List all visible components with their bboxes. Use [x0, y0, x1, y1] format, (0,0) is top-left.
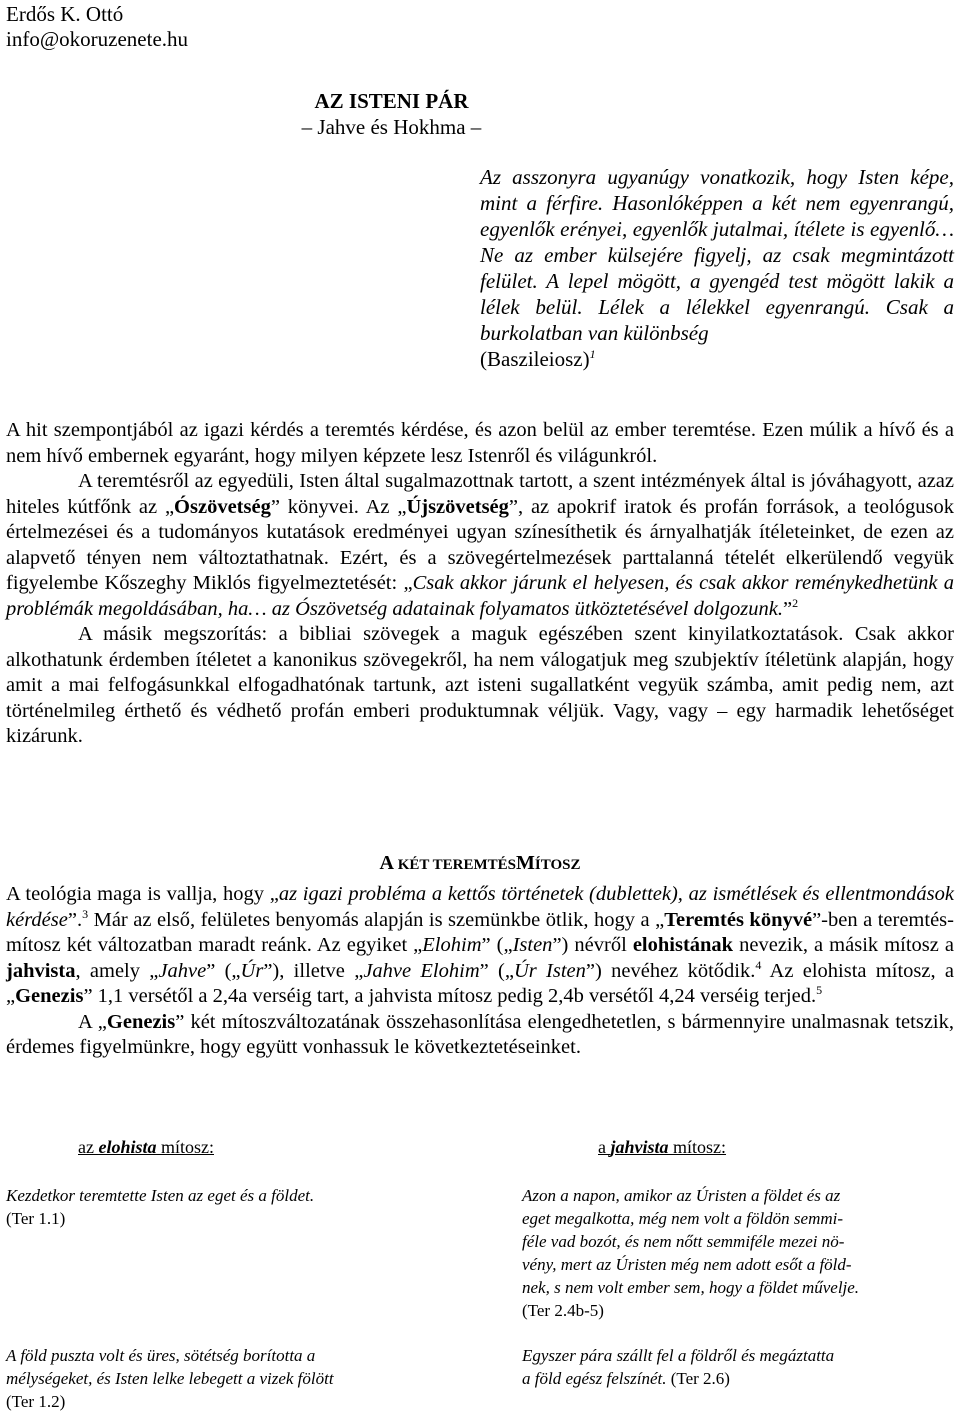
quote-text: a föld egész felszínét. [522, 1369, 667, 1388]
emphasis-genezis: Genezis [106, 1010, 176, 1033]
paragraph-text: ”) nevéhez kötődik. [585, 959, 756, 982]
epigraph-text: Az asszonyra ugyanúgy vonatkozik, hogy Isten képe, mint a férfire. Hasonlóképpen a két nem egyenrangú, egyenlők erényei, egyenlők jutalmai, ítélete is egyenlő… Ne az ember külsejére figyelj, az csak megmintázott felület. A lepel mögött, a gyengéd test mögött lakik a lélek belül. Lélek a lélekkel egyenrangú. Csak a burkolatban van különbség [480, 165, 954, 345]
paragraph-2 [6, 469, 954, 622]
heading-emphasis: jahvista [610, 1137, 669, 1157]
paragraph-text: ” („ [481, 934, 513, 956]
quote-text: mélységeket, és Isten lelke lebegett a vizek fölött [6, 1369, 334, 1388]
quote-text: Egyszer pára szállt fel a földről és megáztatta [522, 1346, 835, 1365]
column-heading-jahvist [598, 1136, 726, 1158]
paragraph-text: , amely „ [75, 959, 159, 982]
intro-body [6, 418, 954, 750]
section-body [6, 882, 954, 1061]
paragraph-text: ” könyvei. Az „ [270, 495, 407, 518]
quote-text: nek, s nem volt ember sem, hogy a földet művelje. [522, 1278, 860, 1297]
quote-text: A föld puszta volt és üres, sötétség borította a [6, 1346, 316, 1365]
quote-elohist-1 [6, 1184, 426, 1230]
author-email: info@okoruzenete.hu [6, 27, 189, 51]
paragraph-text: A másik megszorítás: a bibliai szövegek a maguk egészében szent kinyilatkoztatások. Csak akkor alkothatunk érdemben ítéletet a kanonikus szövegekről, ha nem válogatjuk meg szubjektív ítéletünk alapján, hogy amit a mai felfogásunkkal elfogadhatónak tartunk, azt isteni sugallatként vegyük számba, amit pedig nem, azt történelmileg érthető és védhető profán emberi produktumnak véljük. Vagy, vagy – egy harmadik lehetőséget kizárunk. [6, 623, 954, 747]
paragraph-text: ” 1,1 versétől a 2,4a verséig tart, a jahvista mítosz pedig 2,4b versétől 4,24 verséig terjed. [83, 985, 817, 1007]
paragraph-text: nevezik, a másik mítosz a [733, 934, 954, 956]
emphasis-genezis: Genezis [15, 985, 84, 1007]
quote-reference: (Ter 2.6) [666, 1369, 730, 1388]
term-ur-isten: Úr Isten [513, 959, 586, 982]
quote-text: eget megalkotta, még nem volt a földön semmi- [522, 1209, 844, 1228]
section-title [6, 850, 954, 878]
heading-emphasis: elohista [98, 1137, 157, 1157]
emphasis-elohist: elohistának [632, 934, 734, 956]
section-title-initial: M [515, 852, 535, 874]
paragraph-text: A teremtésről az egyedüli, Isten által sugalmazottnak tartott, a szent intézmények által is jóváhagyott, azaz hiteles kútfőnk az „ [6, 470, 954, 518]
paragraph-3 [6, 622, 954, 750]
paragraph-1 [6, 418, 954, 469]
quote-elohist-2 [6, 1344, 436, 1413]
term-elohim: Elohim [422, 934, 482, 956]
paragraph-4 [6, 882, 954, 1010]
paragraph-text: A hit szempontjából az igazi kérdés a teremtés kérdése, és azon belül az ember teremtése. Ezen múlik a hívő és a nem hívő embernek egyaránt, hogy milyen képzete lesz Istenről és világunkról. [6, 419, 954, 467]
paragraph-text: ”-ben a teremtés-mítosz két változatban maradt reánk. Az egyiket „ [6, 908, 954, 956]
paragraph-text: ” [783, 597, 793, 620]
footnote-ref-3: 3 [82, 906, 89, 921]
quote-text: Kezdetkor teremtette Isten az eget és a földet. [6, 1186, 315, 1205]
quote-theology: az igazi probléma a kettős történetek (dublettek), az ismétlések és ellentmondások kérdése [6, 883, 954, 931]
term-isten: Isten [512, 934, 553, 956]
author-block [6, 2, 188, 52]
title-block [6, 88, 777, 140]
emphasis-new-testament: Újszövetség [406, 495, 509, 518]
document-subtitle: – Jahve és Hokhma – [301, 115, 482, 139]
quote-koszeghy: Csak akkor járunk el helyesen, és csak akkor reménykedhetünk a problémák megoldásában, ha… az Ószövetség adatainak folyamatos ütköztetésével dolgozunk. [6, 572, 954, 620]
section-title-part: KÉT TEREMTÉS [393, 857, 516, 873]
footnote-ref-5: 5 [816, 983, 823, 998]
emphasis-genesis-book: Teremtés könyvé [664, 908, 813, 931]
paragraph-text: ” két mítoszváltozatának összehasonlítása elengedhetetlen, s bármennyire unalmasnak tetszik, érdemes figyelmünkre, hogy együtt vonhassuk le következtetéseinket. [6, 1010, 954, 1058]
paragraph-text: ”. [67, 908, 83, 931]
quote-text: Azon a napon, amikor az Úristen a földet és az [522, 1186, 841, 1205]
quote-text: féle vad bozót, és nem nőtt semmiféle mezei nö- [522, 1232, 845, 1251]
heading-text: a [598, 1137, 611, 1157]
section-title-part: ÍTOSZ [534, 857, 581, 873]
document-title: AZ ISTENI PÁR [314, 89, 469, 113]
paragraph-text: ”) névről [552, 934, 633, 956]
heading-text: mítosz: [156, 1137, 214, 1157]
footnote-ref-2: 2 [792, 595, 799, 610]
heading-text: mítosz: [668, 1137, 727, 1157]
footnote-ref-4: 4 [755, 957, 762, 972]
term-jahve: Jahve [158, 959, 207, 982]
author-name: Erdős K. Ottó [6, 2, 124, 26]
term-jahve-elohim: Jahve Elohim [363, 959, 480, 982]
column-heading-elohist [78, 1136, 214, 1158]
heading-text: az [78, 1137, 99, 1157]
footnote-ref-1: 1 [589, 347, 596, 361]
quote-reference: (Ter 1.1) [6, 1209, 66, 1228]
section-title-initial: A [379, 852, 394, 874]
epigraph-source: (Baszileiosz) [480, 347, 590, 371]
quote-reference: (Ter 2.4b-5) [522, 1301, 604, 1320]
paragraph-text: Már az első, felületes benyomás alapján is szemünkbe ötlik, hogy a „ [88, 908, 665, 931]
quote-jahvist-2 [522, 1344, 952, 1390]
quote-reference: (Ter 1.2) [6, 1392, 66, 1411]
paragraph-text: ”, az apokrif iratok és profán források, a teológusok értelmezései és a tudományos kutatások eredményei ugyan színesíthetik és árnyalhatják ítéleteinket, de ezen az alapvető tényen nem változtathatnak. Ezért, és a szövegértelmezések parttalanná tételét elkerülendő vegyük figyelembe Kőszeghy Miklós figyelmeztetését: „ [6, 495, 954, 594]
term-ur: Úr [240, 959, 264, 982]
paragraph-text: ”), illetve „ [263, 959, 364, 982]
paragraph-text: A „ [78, 1010, 107, 1033]
paragraph-5 [6, 1010, 954, 1061]
emphasis-old-testament: Ószövetség [174, 495, 271, 518]
paragraph-text: ” („ [206, 959, 241, 982]
paragraph-text: ” („ [479, 959, 514, 982]
paragraph-text: Az elohista mítosz, a „ [6, 959, 954, 1007]
emphasis-jahvist: jahvista [6, 959, 76, 982]
quote-jahvist-1 [522, 1184, 952, 1322]
quote-text: vény, mert az Úristen még nem adott esőt a föld- [522, 1255, 852, 1274]
epigraph [480, 164, 954, 372]
paragraph-text: A teológia maga is vallja, hogy „ [6, 883, 279, 905]
